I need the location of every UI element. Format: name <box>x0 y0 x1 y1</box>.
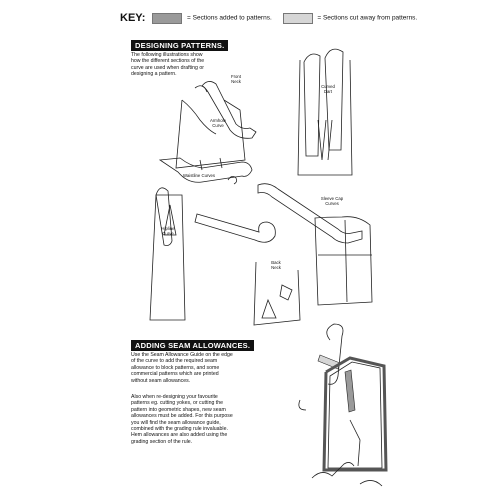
designing-heading: DESIGNING PATTERNS. <box>131 40 228 51</box>
caption-armhole-curve: Armhole Curve <box>209 118 226 128</box>
hipline-figure <box>150 188 185 320</box>
caption-back-neck: Back Neck <box>271 260 281 270</box>
key-label: KEY: <box>120 12 146 24</box>
added-text: = Sections added to patterns. <box>187 14 272 22</box>
cut-text: = Sections cut away from patterns. <box>317 14 418 22</box>
front-bodice-figure <box>160 81 256 184</box>
sleeve-cap-figure <box>258 184 372 305</box>
seam-para-2: Also when re-designing your favourite patterns eg. cutting yokes, or cutting the pattern into geometric shapes, new seam allowances must be added. For this purpose you will find the seam allowance guide, combined with the grading rule invaluable. Hem allowances are also added using the grading section of the rule. <box>131 394 233 445</box>
caption-waistline-curves: Waistline Curves <box>183 173 216 178</box>
seam-para-1: Use the Seam Allowance Guide on the edge of the curve to add the required seam allowance to block patterns, and some commercial patterns which are printed without seam allowances. <box>131 352 233 384</box>
seam-allowance-figure <box>299 324 386 486</box>
caption-curved-dart: Curved Dart <box>321 84 335 94</box>
seam-heading: ADDING SEAM ALLOWANCES. <box>131 340 254 351</box>
caption-sleeve-cap-curves: Sleeve Cap Curves <box>320 196 344 206</box>
caption-front-neck: Front Neck <box>230 74 242 84</box>
caption-hipline-curve: Hipline Curve <box>161 226 175 236</box>
designing-intro: The following illustrations show how the different sections of the curve are used when drafting or designing a pattern. <box>131 52 205 78</box>
curved-dart-figure <box>298 49 352 175</box>
